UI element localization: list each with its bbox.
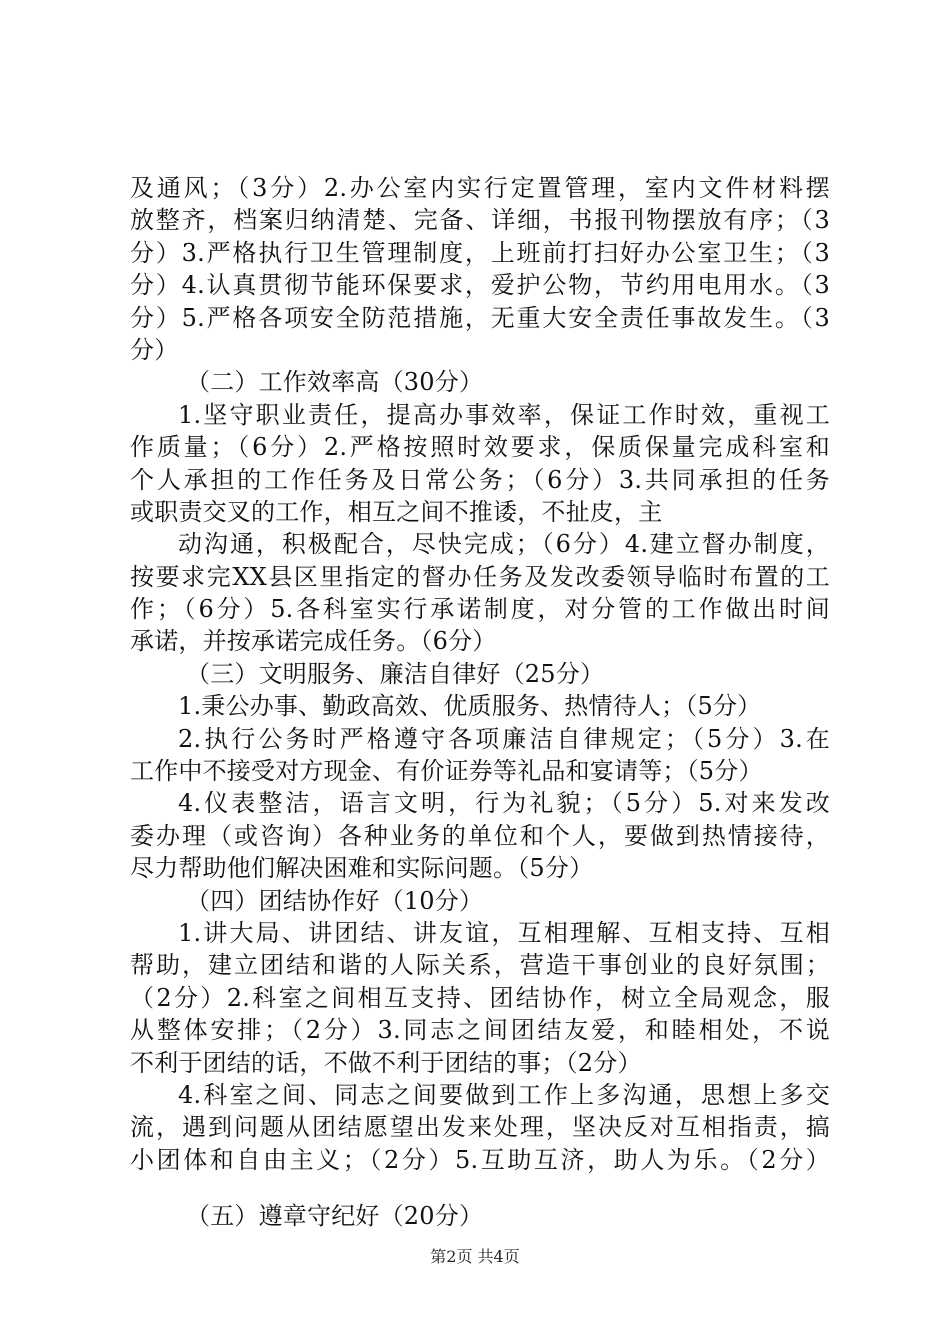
paragraph-line: 作；（6分）5.各科室实行承诺制度，对分管的工作做出时间 <box>130 595 830 624</box>
paragraph-line: 1.坚守职业责任，提高办事效率，保证工作时效，重视工 <box>178 400 830 429</box>
paragraph-line: 委办理（或咨询）各种业务的单位和个人，要做到热情接待， <box>130 821 830 850</box>
section-heading: （四）团结协作好（10分） <box>186 886 484 915</box>
paragraph-line: 个人承担的工作任务及日常公务；（6分）3.共同承担的任务 <box>130 465 830 494</box>
section-heading: （三）文明服务、廉洁自律好（25分） <box>186 659 605 688</box>
paragraph-line: 分）3.严格执行卫生管理制度，上班前打扫好办公室卫生；（3 <box>130 238 830 267</box>
paragraph-line: 从整体安排；（2分）3.同志之间团结友爱，和睦相处，不说 <box>130 1016 830 1045</box>
paragraph-line: 或职责交叉的工作，相互之间不推诿，不扯皮，主 <box>130 497 663 526</box>
paragraph-line: 承诺，并按承诺完成任务。（6分） <box>130 627 497 656</box>
paragraph-line: 4.科室之间、同志之间要做到工作上多沟通，思想上多交 <box>178 1080 830 1109</box>
paragraph-line: 1.秉公办事、勤政高效、优质服务、热情待人；（5分） <box>178 692 762 721</box>
paragraph-line: （2分）2.科室之间相互支持、团结协作，树立全局观念，服 <box>130 983 830 1012</box>
paragraph-line: 动沟通，积极配合，尽快完成；（6分）4.建立督办制度， <box>178 530 830 559</box>
paragraph-line: 工作中不接受对方现金、有价证券等礼品和宴请等；（5分） <box>130 757 763 786</box>
section-heading: （五）遵章守纪好（20分） <box>186 1202 484 1231</box>
page-footer: 第2页 共4页 <box>430 1247 520 1266</box>
paragraph-gap <box>130 1176 830 1200</box>
paragraph-line: 分）5.严格各项安全防范措施，无重大安全责任事故发生。（3 <box>130 303 830 332</box>
paragraph-line: 按要求完XX县区里指定的督办任务及发改委领导临时布置的工 <box>130 562 830 591</box>
paragraph-line: 分） <box>130 335 179 364</box>
paragraph-line: 及通风；（3分）2.办公室内实行定置管理，室内文件材料摆 <box>130 174 830 202</box>
section-heading: （二）工作效率高（30分） <box>186 368 484 397</box>
paragraph-line: 作质量；（6分）2.严格按照时效要求，保质保量完成科室和 <box>130 433 830 462</box>
paragraph-line: 尽力帮助他们解决困难和实际问题。（5分） <box>130 854 594 883</box>
paragraph-line: 放整齐，档案归纳清楚、完备、详细，书报刊物摆放有序；（3 <box>130 206 830 235</box>
paragraph-line: 小团体和自由主义；（2分）5.互助互济，助人为乐。（2分） <box>130 1145 830 1174</box>
paragraph-line: 1.讲大局、讲团结、讲友谊，互相理解、互相支持、互相 <box>178 918 830 947</box>
document-body <box>130 172 830 1233</box>
paragraph-line: 流，遇到问题从团结愿望出发来处理，坚决反对互相指责，搞 <box>130 1113 830 1142</box>
paragraph-line: 分）4.认真贯彻节能环保要求，爱护公物，节约用电用水。（3 <box>130 271 830 300</box>
paragraph-line: 帮助，建立团结和谐的人际关系，营造干事创业的良好氛围； <box>130 951 830 980</box>
paragraph-line: 不利于团结的话，不做不利于团结的事；（2分） <box>130 1048 642 1077</box>
paragraph-line: 4.仪表整洁，语言文明，行为礼貌；（5分）5.对来发改 <box>178 789 830 818</box>
paragraph-line: 2.执行公务时严格遵守各项廉洁自律规定；（5分）3.在 <box>178 724 830 753</box>
